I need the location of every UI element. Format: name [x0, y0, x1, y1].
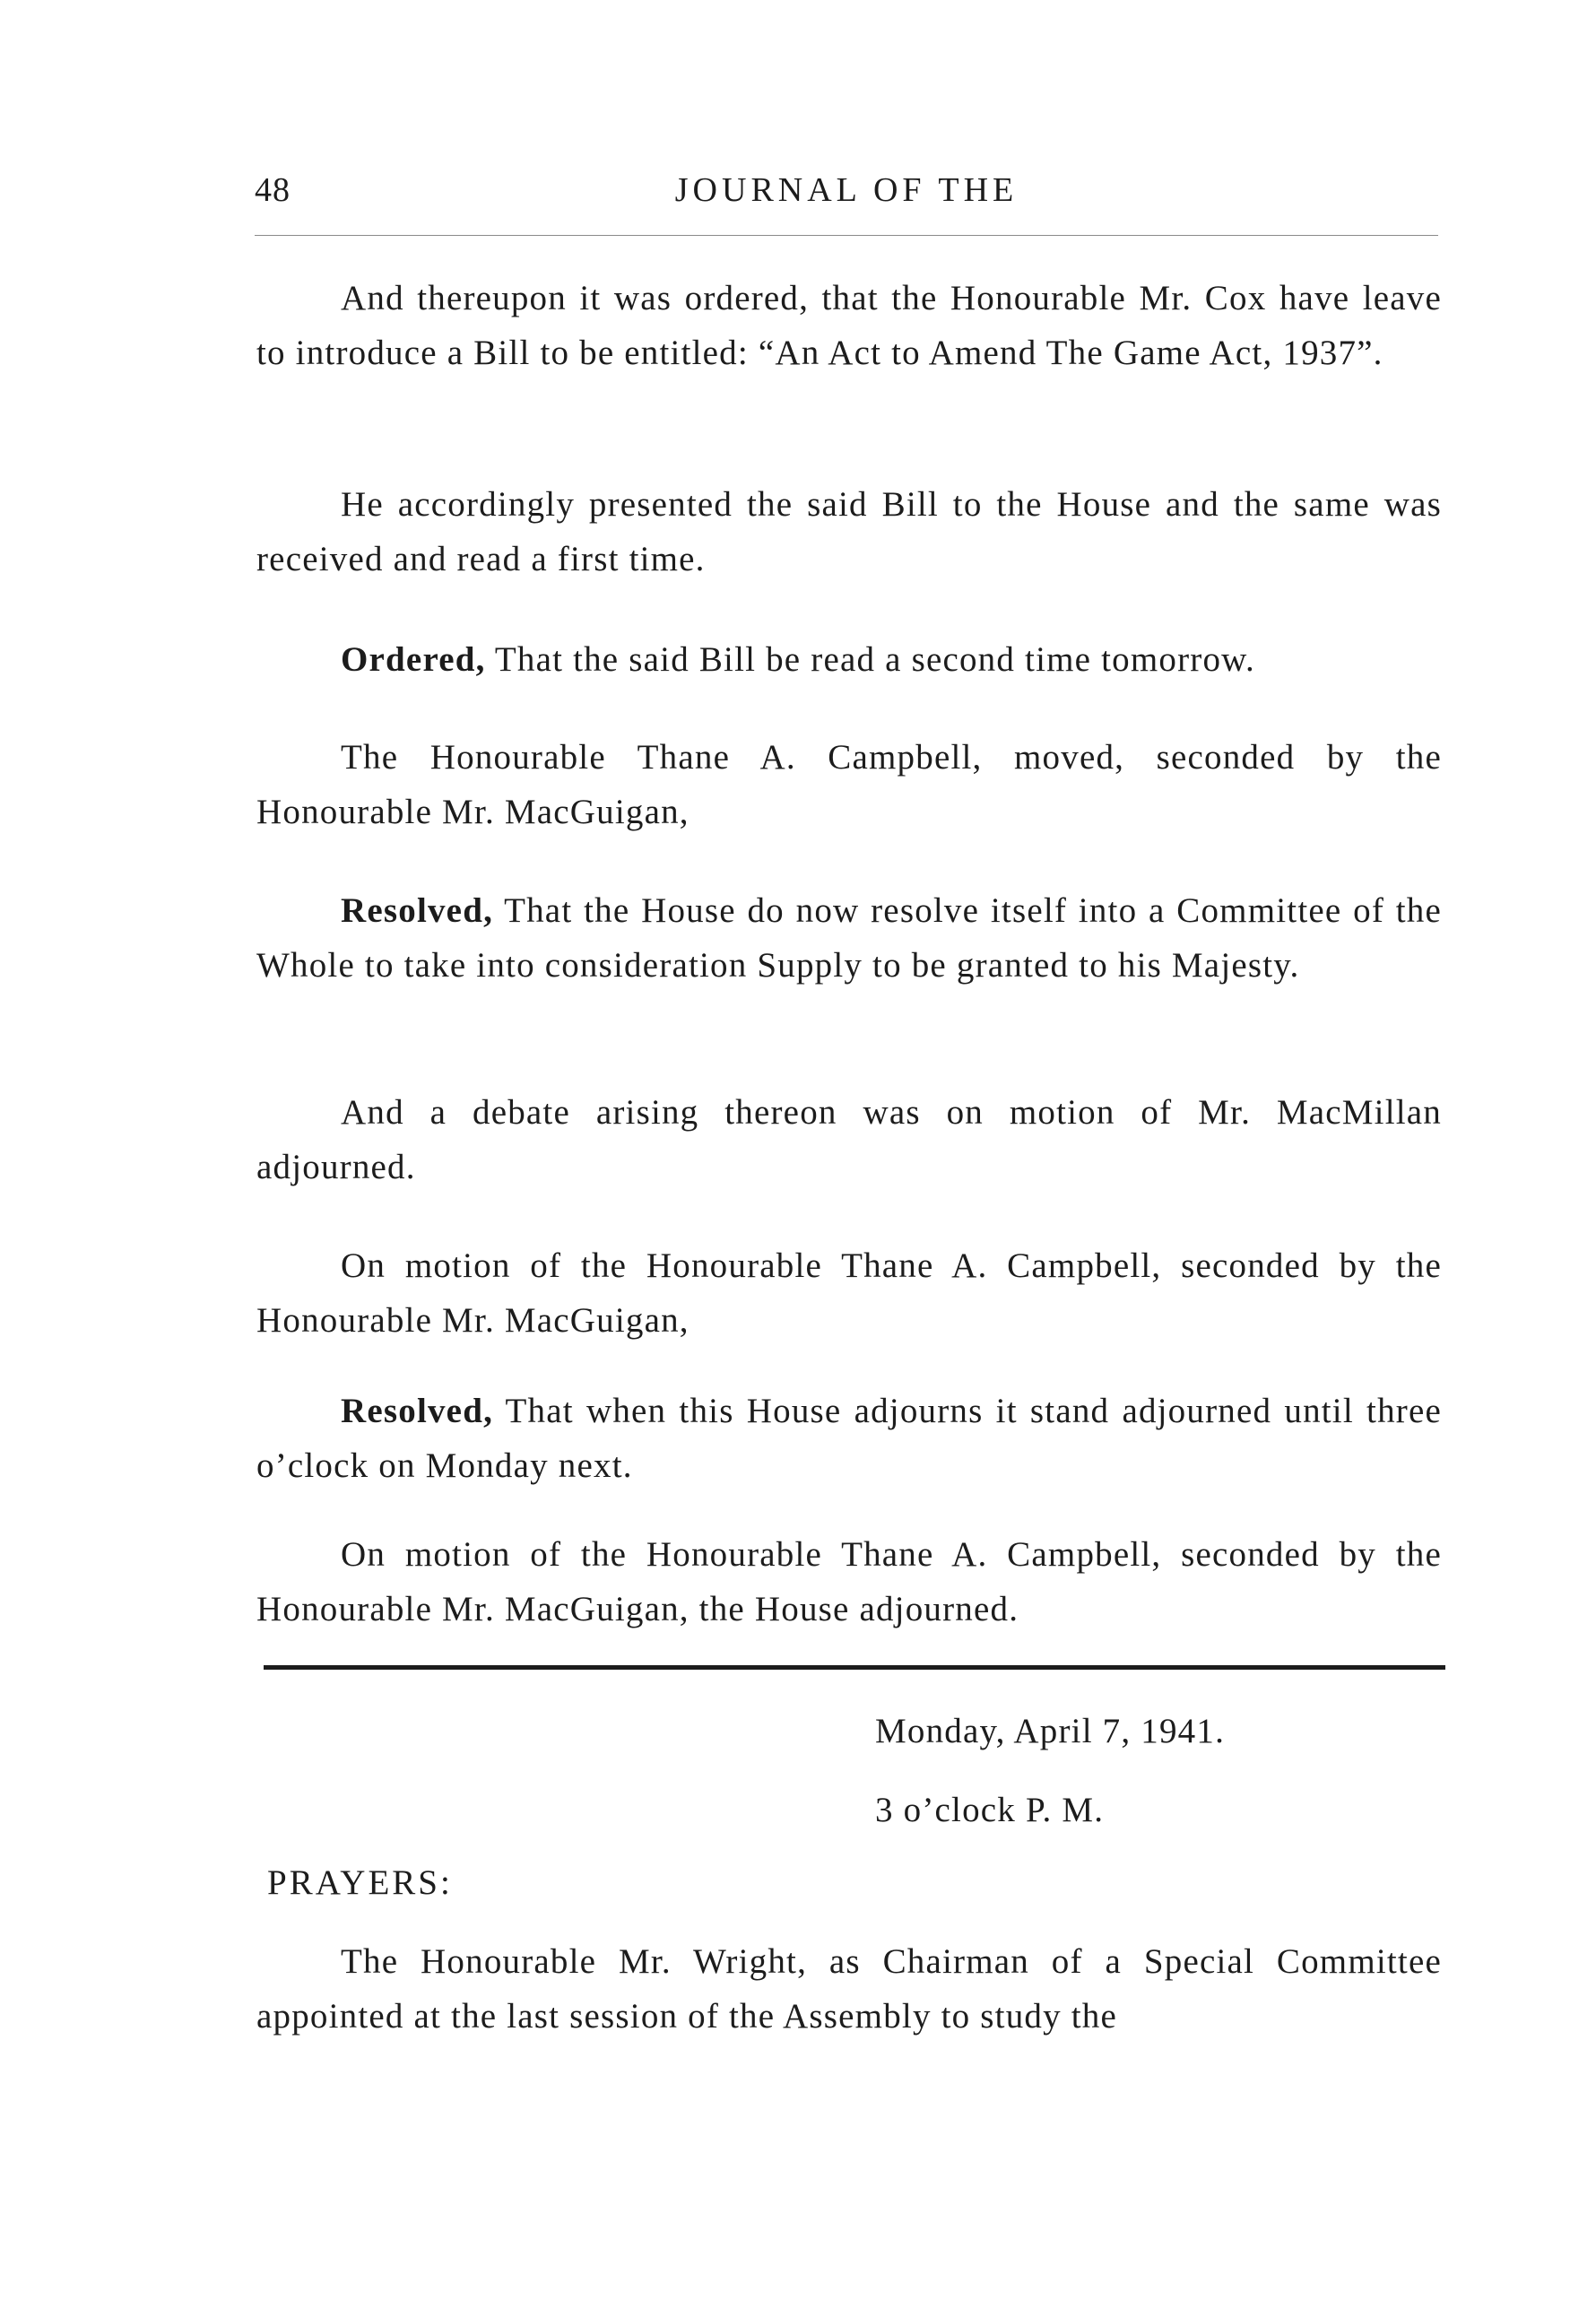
paragraph-text: The Honourable Thane A. Campbell, moved, seconded by the Honourable Mr. MacGuigan, [256, 738, 1442, 831]
paragraph-resolved-adjourn-monday [256, 1384, 1442, 1493]
header-rule [255, 235, 1438, 236]
paragraph-text: He accordingly presented the said Bill to the House and the same was received and read a first time. [256, 485, 1442, 578]
running-head: JOURNAL OF THE [674, 171, 1019, 209]
paragraph-ordered-second-reading [256, 632, 1442, 687]
paragraph-text: That the House do now resolve itself into a Committee of the Whole to take into consideration Supply to be granted to his Majesty. [256, 891, 1442, 985]
paragraph-house-adjourned [256, 1527, 1442, 1636]
paragraph-lead: Ordered, [341, 640, 486, 679]
prayers-heading: PRAYERS: [267, 1863, 453, 1902]
paragraph-campbell-motion [256, 730, 1442, 839]
paragraph-text: The Honourable Mr. Wright, as Chairman of a Special Committee appointed at the last session of the Assembly to study the [256, 1942, 1442, 2036]
paragraph-bill-first-reading [256, 477, 1442, 586]
page-number: 48 [255, 171, 291, 209]
paragraph-text: That when this House adjourns it stand adjourned until three o’clock on Monday next. [256, 1392, 1442, 1485]
paragraph-text: On motion of the Honourable Thane A. Campbell, seconded by the Honourable Mr. MacGuigan, the House adjourned. [256, 1535, 1442, 1628]
paragraph-text: And thereupon it was ordered, that the Honourable Mr. Cox have leave to introduce a Bill to be entitled: “An Act to Amend The Game Act, 1937”. [256, 279, 1442, 372]
paragraph-text: And a debate arising thereon was on motion of Mr. MacMillan adjourned. [256, 1093, 1442, 1186]
sitting-date: Monday, April 7, 1941. [875, 1712, 1226, 1750]
page-header [255, 170, 1438, 224]
paragraph-text: That the said Bill be read a second time tomorrow. [485, 640, 1255, 679]
paragraph-resolved-committee-supply [256, 883, 1442, 993]
section-divider-rule [264, 1665, 1445, 1670]
paragraph-motion-campbell-macguigan [256, 1238, 1442, 1348]
paragraph-lead: Resolved, [341, 891, 494, 930]
paragraph-cox-bill-leave [256, 271, 1442, 380]
paragraph-debate-adjourned [256, 1085, 1442, 1194]
paragraph-lead: Resolved, [341, 1392, 494, 1430]
paragraph-wright-special-committee [256, 1934, 1442, 2044]
sitting-time: 3 o’clock P. M. [875, 1791, 1105, 1829]
paragraph-text: On motion of the Honourable Thane A. Campbell, seconded by the Honourable Mr. MacGuigan, [256, 1246, 1442, 1340]
